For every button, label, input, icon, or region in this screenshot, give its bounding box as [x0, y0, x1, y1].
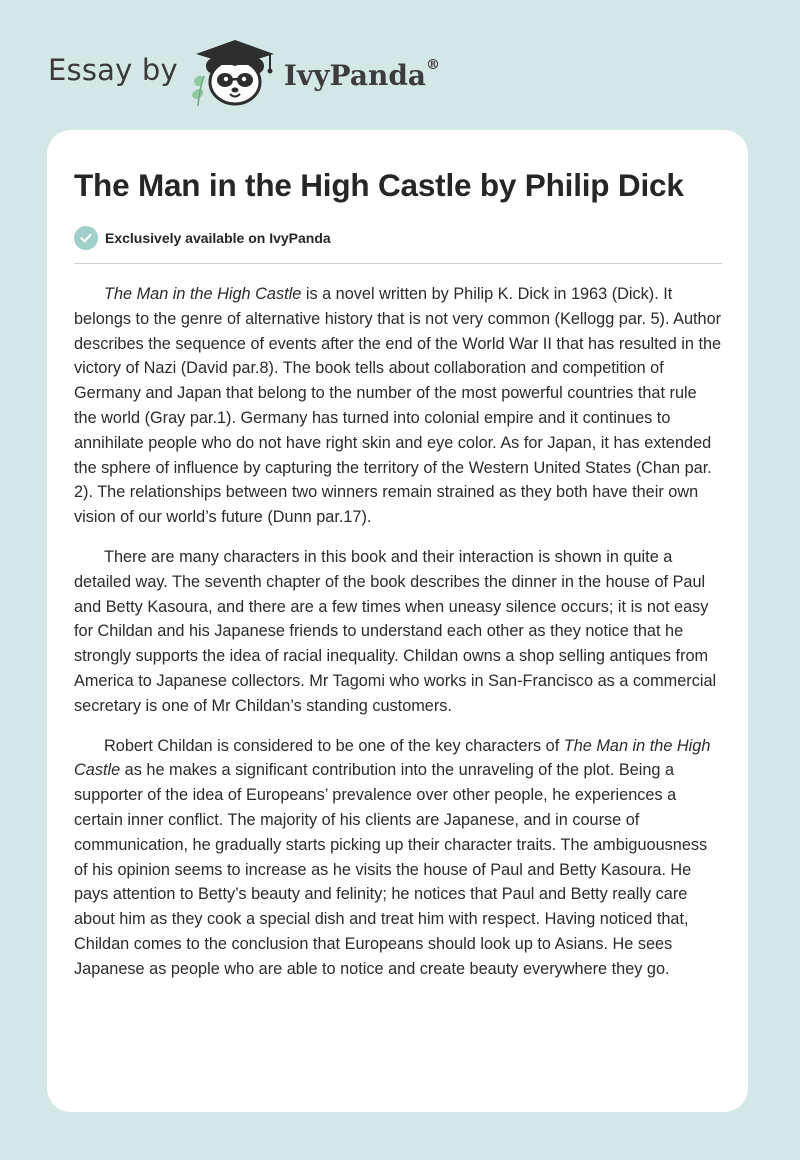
- essay-paragraph: [74, 734, 722, 982]
- paragraph-text: as he makes a significant contribution into the unraveling of the plot. Being a supporter of the idea of Europeans’ prevalence over other people, he experiences a certain inner conflict. The majority of his clients are Japanese, and in course of communication, he gradually starts picking up their character traits. The ambiguousness of his opinion seems to increase as he visits the house of Paul and Betty Kasoura. He pays attention to Betty’s beauty and felinity; he notices that Paul and Betty really care about him as they cook a special dish and treat him with respect. Having noticed that, Childan comes to the conclusion that Europeans should look up to Asians. He sees Japanese as people who are able to notice and create beauty everywhere they go.: [74, 761, 708, 978]
- paragraph-text: is a novel written by Philip K. Dick in 1963 (Dick). It belongs to the genre of alternative history that is not very common (Kellogg par. 5). Author describes the sequence of events after the end of the World War II that has resulted in the victory of Nazi (David par.8). The book tells about collaboration and competition of Germany and Japan that belong to the number of the most powerful countries that rule the world (Gray par.1). Germany has turned into colonial empire and it continues to annihilate people who do not have right skin and eye color. As for Japan, it has extended the sphere of influence by capturing the territory of the Western United States (Chan par. 2). The relationships between two winners remain strained as they both have their own vision of our world’s future (Dunn par.17).: [74, 285, 722, 527]
- exclusive-badge: [74, 226, 722, 250]
- essay-body: [74, 282, 722, 982]
- essay-card: [47, 130, 748, 1112]
- registered-mark: ®: [426, 56, 441, 73]
- brand-name: [283, 56, 441, 92]
- divider: [74, 263, 722, 264]
- essay-title: The Man in the High Castle by Philip Dick: [74, 167, 684, 203]
- paragraph-text: There are many characters in this book and their interaction is shown in quite a detailed way. The seventh chapter of the book describes the dinner in the house of Paul and Betty Kasoura, and there are a few times when uneasy silence occurs; it is not easy for Childan and his Japanese friends to understand each other as they notice that he strongly supports the idea of racial inequality. Childan owns a shop selling antiques from America to Japanese collectors. Mr Tagomi who works in San-Francisco as a commercial secretary is one of Mr Childan’s standing customers.: [74, 547, 717, 715]
- essay-paragraph: [74, 282, 722, 530]
- essay-by-label: Essay by: [48, 53, 178, 87]
- paragraph-text: Robert Childan is considered to be one of the key characters of: [104, 736, 564, 755]
- exclusive-badge-label: Exclusively available on IvyPanda: [105, 230, 331, 246]
- check-icon: [74, 226, 98, 250]
- brand-header: [48, 36, 440, 108]
- brand-name-text: IvyPanda: [283, 58, 427, 92]
- book-title-italic: The Man in the High Castle: [104, 285, 302, 303]
- book-title-italic: The Man in the High Castle: [74, 736, 711, 780]
- essay-paragraph: [74, 545, 722, 719]
- panda-logo-icon: [190, 36, 282, 108]
